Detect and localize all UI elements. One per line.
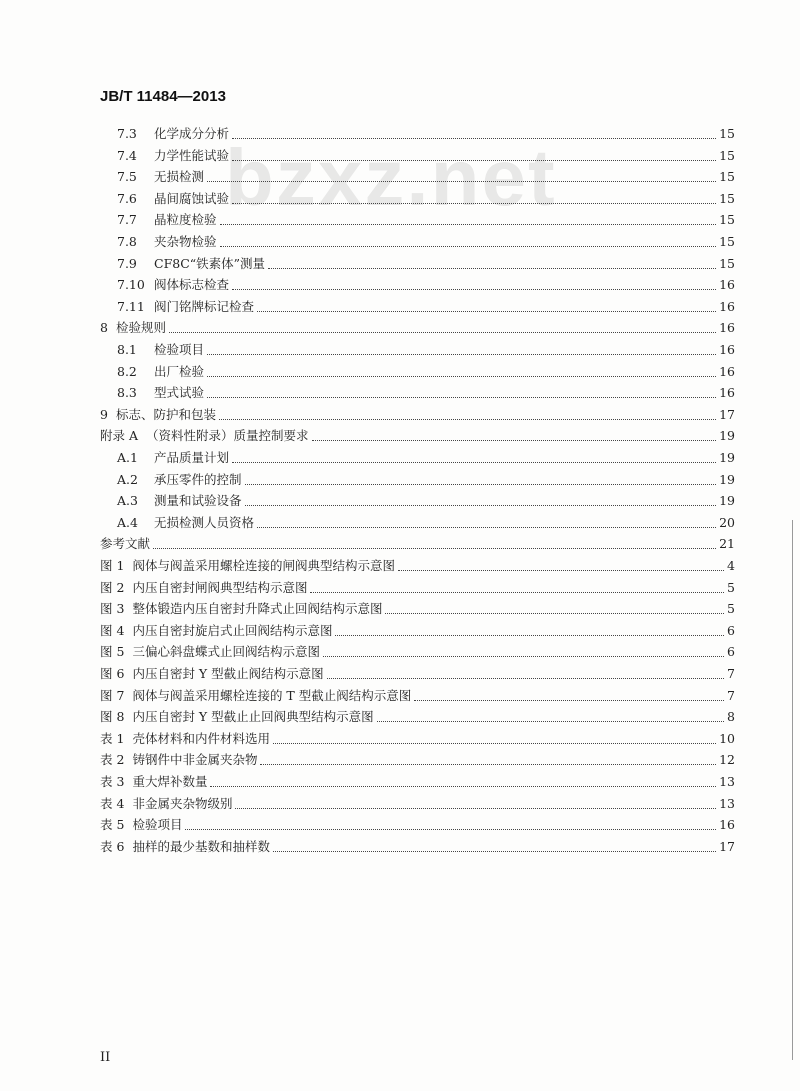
toc-entry-title: 力学性能试验 <box>154 147 230 163</box>
toc-entry-number: 图 6 <box>100 666 125 681</box>
toc-entry-title: 内压自密封 Y 型截止阀结构示意图 <box>132 666 324 681</box>
dot-leader <box>245 505 717 506</box>
toc-entry-title: （资料性附录）质量控制要求 <box>146 428 309 444</box>
dot-leader <box>220 246 717 247</box>
toc-entry-page: 15 <box>719 234 735 249</box>
toc-entry[interactable] <box>117 491 735 511</box>
toc-entry-number: 表 5 <box>100 817 125 833</box>
toc-entry-number: 图 1 <box>100 558 125 573</box>
dot-leader <box>310 592 724 593</box>
toc-entry-title: 检验规则 <box>115 320 166 336</box>
toc-entry-title: 铸钢件中非金属夹杂物 <box>132 752 258 768</box>
toc-entry-number: 7.9 <box>117 255 137 271</box>
toc-entry-number: 8.2 <box>117 363 137 379</box>
dot-leader <box>232 289 716 290</box>
toc-entry[interactable] <box>100 707 735 727</box>
dot-leader <box>220 224 717 225</box>
toc-entry-number: 表 2 <box>100 752 125 768</box>
toc-entry-number: 图 2 <box>100 579 125 595</box>
toc-entry-title: 承压零件的控制 <box>154 471 242 487</box>
toc-entry-page: 20 <box>719 514 735 530</box>
toc-entry-title: 三偏心斜盘蝶式止回阀结构示意图 <box>132 644 320 660</box>
toc-entry-page: 15 <box>719 147 735 163</box>
toc-entry-title: 壳体材料和内件材料选用 <box>132 730 270 746</box>
toc-entry-page: 15 <box>719 212 735 228</box>
toc-entry-page: 15 <box>719 255 735 271</box>
dot-leader <box>323 656 724 657</box>
toc-entry-number: 7.10 <box>117 277 145 293</box>
toc-entry-title: 阀体标志检查 <box>154 277 230 293</box>
toc-entry-number: 8.3 <box>117 385 137 401</box>
toc-entry-number: 图 7 <box>100 687 125 703</box>
toc-entry-number: 7.5 <box>117 169 137 185</box>
toc-entry-number: 表 4 <box>100 795 125 811</box>
toc-entry[interactable] <box>100 815 735 835</box>
toc-entry[interactable] <box>100 578 735 598</box>
page-number: II <box>100 1050 111 1065</box>
scan-edge-line <box>792 520 793 1060</box>
dot-leader <box>232 203 716 204</box>
toc-entry[interactable] <box>100 750 735 770</box>
toc-entry-page: 5 <box>727 601 735 617</box>
toc-entry-page: 8 <box>727 709 735 725</box>
toc-entry-title: CF8C“铁素体”测量 <box>154 255 266 271</box>
toc-entry-title: 参考文献 <box>100 536 151 552</box>
toc-entry[interactable] <box>117 340 735 360</box>
toc-entry[interactable] <box>117 210 735 230</box>
dot-leader <box>207 354 716 355</box>
toc-entry-page: 16 <box>719 298 735 314</box>
dot-leader <box>245 484 717 485</box>
toc-entry-number: 7.4 <box>117 147 137 163</box>
toc-entry-number: 表 3 <box>100 774 125 789</box>
dot-leader <box>327 678 724 679</box>
toc-entry[interactable] <box>100 686 735 706</box>
toc-entry-number: A.4 <box>117 514 138 530</box>
dot-leader <box>232 462 716 463</box>
toc-entry[interactable] <box>117 167 735 187</box>
toc-entry-title: 产品质量计划 <box>154 450 230 465</box>
toc-entry-page: 4 <box>727 558 735 573</box>
toc-entry-number: 7.3 <box>117 126 137 141</box>
toc-entry-page: 6 <box>727 622 735 638</box>
toc-entry[interactable] <box>100 405 735 425</box>
toc-entry-page: 19 <box>719 471 735 487</box>
dot-leader <box>273 851 716 852</box>
toc-entry-page: 7 <box>727 687 735 703</box>
dot-leader <box>257 527 716 528</box>
toc-entry-page: 19 <box>719 450 735 465</box>
toc-entry-page: 19 <box>719 428 735 444</box>
toc-entry-title: 内压自密封 Y 型截止止回阀典型结构示意图 <box>132 709 374 725</box>
toc-entry[interactable] <box>100 318 735 338</box>
toc-entry-title: 检验项目 <box>132 817 183 833</box>
toc-entry[interactable] <box>117 470 735 490</box>
toc-entry-page: 5 <box>727 579 735 595</box>
toc-entry[interactable] <box>117 448 735 468</box>
toc-entry-title: 抽样的最少基数和抽样数 <box>132 838 270 854</box>
watermark: bzxz.net <box>225 133 557 222</box>
toc-entry-title: 测量和试验设备 <box>154 493 242 509</box>
toc-entry-number: 9 <box>100 406 108 422</box>
toc-entry-title: 内压自密封旋启式止回阀结构示意图 <box>132 622 333 638</box>
toc-entry-page: 7 <box>727 666 735 681</box>
toc-entry[interactable] <box>100 642 735 662</box>
toc-entry[interactable] <box>100 621 735 641</box>
toc-entry-page: 15 <box>719 190 735 206</box>
toc-entry[interactable] <box>117 275 735 295</box>
toc-entry[interactable] <box>100 772 735 792</box>
dot-leader <box>153 548 716 549</box>
dot-leader <box>210 786 716 787</box>
dot-leader <box>312 440 717 441</box>
toc-entry-title: 化学成分分析 <box>154 126 230 141</box>
dot-leader <box>232 160 716 161</box>
toc-entry-title: 阀体与阀盖采用螺栓连接的 T 型截止阀结构示意图 <box>132 687 412 703</box>
toc-entry-page: 15 <box>719 169 735 185</box>
toc-entry-number: 7.11 <box>117 298 145 314</box>
toc-entry-title: 无损检测人员资格 <box>154 514 255 530</box>
toc-entry-title: 标志、防护和包装 <box>115 406 216 422</box>
dot-leader <box>268 268 716 269</box>
toc-entry[interactable] <box>117 513 735 533</box>
toc-entry-page: 19 <box>719 493 735 509</box>
toc-entry-page: 16 <box>719 817 735 833</box>
toc-entry-title: 阀体与阀盖采用螺栓连接的闸阀典型结构示意图 <box>132 558 395 573</box>
toc-entry-number: 图 3 <box>100 601 125 617</box>
toc-entry-number: 8.1 <box>117 342 137 357</box>
toc-entry-page: 13 <box>719 795 735 811</box>
toc-entry-title: 阀门铭牌标记检查 <box>154 298 255 314</box>
dot-leader <box>207 181 716 182</box>
toc-entry-number: A.2 <box>117 471 138 487</box>
toc-entry-number: 图 5 <box>100 644 125 660</box>
toc-entry[interactable] <box>100 426 735 446</box>
toc-entry-page: 13 <box>719 774 735 789</box>
toc-entry[interactable] <box>117 383 735 403</box>
toc-entry[interactable] <box>117 189 735 209</box>
toc-entry-title: 晶间腐蚀试验 <box>154 190 230 206</box>
toc-entry-number: 7.8 <box>117 234 137 249</box>
dot-leader <box>232 138 716 139</box>
toc-entry[interactable] <box>100 729 735 749</box>
toc-entry-title: 内压自密封闸阀典型结构示意图 <box>132 579 308 595</box>
toc-entry-page: 17 <box>719 838 735 854</box>
toc-entry-number: A.1 <box>117 450 138 465</box>
toc-entry[interactable] <box>100 794 735 814</box>
toc-entry[interactable] <box>100 599 735 619</box>
toc-entry-title: 夹杂物检验 <box>154 234 217 249</box>
toc-entry-number: 附录 A <box>100 428 139 444</box>
dot-leader <box>414 700 724 701</box>
dot-leader <box>377 721 724 722</box>
toc-entry-page: 21 <box>719 536 735 552</box>
toc-entry[interactable] <box>100 664 735 684</box>
dot-leader <box>335 635 724 636</box>
toc-entry[interactable] <box>100 837 735 857</box>
toc-entry-title: 非金属夹杂物级别 <box>132 795 233 811</box>
toc-entry-page: 15 <box>719 126 735 141</box>
toc-entry-number: 8 <box>100 320 108 336</box>
toc-entry[interactable] <box>117 124 735 144</box>
toc-entry-page: 16 <box>719 363 735 379</box>
toc-entry-page: 12 <box>719 752 735 768</box>
toc-entry-title: 无损检测 <box>154 169 205 185</box>
dot-leader <box>260 764 716 765</box>
toc-entry-page: 10 <box>719 730 735 746</box>
toc-entry-number: 表 1 <box>100 730 125 746</box>
dot-leader <box>257 311 716 312</box>
toc-entry-number: 图 4 <box>100 622 125 638</box>
dot-leader <box>207 376 716 377</box>
toc-entry-page: 17 <box>719 406 735 422</box>
dot-leader <box>398 570 724 571</box>
toc-entry[interactable] <box>117 297 735 317</box>
toc-entry-title: 检验项目 <box>154 342 205 357</box>
toc-entry-page: 6 <box>727 644 735 660</box>
toc-entry[interactable] <box>117 254 735 274</box>
toc-entry-page: 16 <box>719 385 735 401</box>
toc-entry[interactable] <box>117 146 735 166</box>
toc-entry-number: 表 6 <box>100 838 125 854</box>
toc-entry-page: 16 <box>719 320 735 336</box>
dot-leader <box>169 332 716 333</box>
toc-entry-page: 16 <box>719 342 735 357</box>
toc-entry[interactable] <box>100 534 735 554</box>
toc-entry-number: 7.7 <box>117 212 137 228</box>
toc-entry-title: 晶粒度检验 <box>154 212 217 228</box>
toc-entry-title: 重大焊补数量 <box>132 774 208 789</box>
toc-entry[interactable] <box>100 556 735 576</box>
dot-leader <box>185 829 716 830</box>
dot-leader <box>219 419 716 420</box>
toc-entry-number: 7.6 <box>117 190 137 206</box>
document-code-header: JB/T 11484—2013 <box>100 88 226 105</box>
dot-leader <box>385 613 724 614</box>
toc-entry[interactable] <box>117 362 735 382</box>
dot-leader <box>273 743 716 744</box>
dot-leader <box>235 808 716 809</box>
dot-leader <box>207 397 716 398</box>
toc-entry-title: 出厂检验 <box>154 363 205 379</box>
toc-entry-number: 图 8 <box>100 709 125 725</box>
toc-entry-title: 型式试验 <box>154 385 205 401</box>
toc-entry-title: 整体锻造内压自密封升降式止回阀结构示意图 <box>132 601 383 617</box>
toc-entry-page: 16 <box>719 277 735 293</box>
toc-entry-number: A.3 <box>117 493 138 509</box>
toc-entry[interactable] <box>117 232 735 252</box>
